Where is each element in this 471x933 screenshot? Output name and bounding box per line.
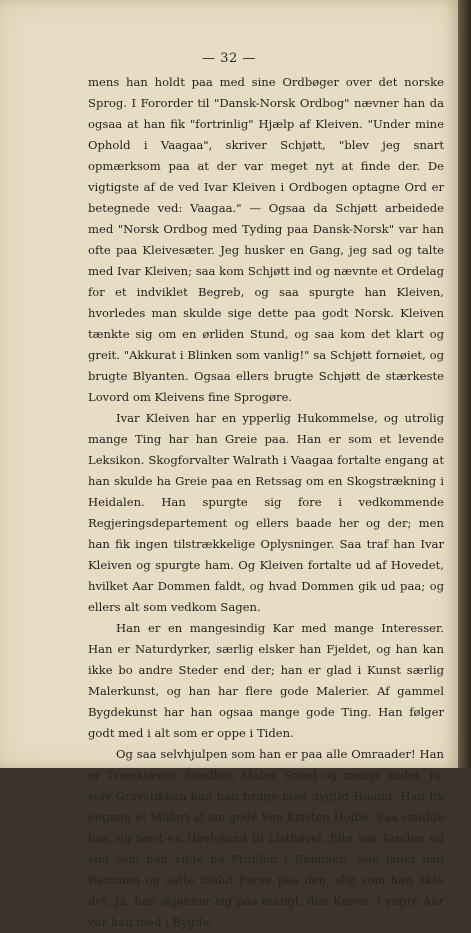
body-text (88, 72, 444, 933)
paragraph-2: Ivar Kleiven har en ypperlig Hukommelse, og utrolig mange Ting har han Greie paa. Han er som et levende Leksikon. Skogforvalter Walrath i Vaagaa fortalte engang at han skulde ha Greie paa en Retssag om en Skogstrækning i Heidalen. Han spurgte sig fore i vedkommende Regjeringsdepartement og ellers baade her og der; men han fik ingen tilstrækkelige Oplysninger. Saa traf han Ivar Kleiven og spurgte ham. Og Kleiven fortalte ud af Hovedet, hvilket Aar Dommen faldt, og hvad Dommen gik ud paa; og ellers alt som vedkom Sagen. (88, 411, 444, 614)
page-number: — 32 — (202, 51, 256, 66)
paragraph-4: Og saa selvhjulpen som han er paa alle Omraader! Han er Træskjærer, Snedker, Maler, Smed og mangt andet. Ja, selv Gravstikken kan han bruge med dygtig Haand. Han fik engang et Maleri af sin gode Ven Kristen Holbø. Saa smidde han sig først en Høvletand til Listhøvel, filte saa Tanden ud slig som han vilde ha Profilen i Rammen. Saa laget han Rammen og satte tilslut Farve paa den, slig som han likte det. Ja, han skjønner sig paa mangt, den Karen. I yngre Aar var han med i Bygde- (88, 747, 444, 929)
paragraph-1: mens han holdt paa med sine Ordbøger over det norske Sprog. I Fororder til "Dansk-Norsk Ordbog" nævner han da ogsaa at han fik "fortrinlig" Hjælp af Kleiven. "Under mine Ophold i Vaagaa", skriver Schjøtt, "blev jeg snart opmærksom paa at der var meget nyt at finde der. De vigtigste af de ved Ivar Kleiven i Ordbogen optagne Ord er betegnede ved: Vaagaa." — Ogsaa da Schjøtt arbeidede med "Norsk Ordbog med Tyding paa Dansk-Norsk" var han ofte paa Kleivesæter. Jeg husker en Gang, jeg sad og talte med Ivar Kleiven; saa kom Schjøtt ind og nævnte et Ordelag for et indviklet Begreb, og saa spurgte han Kleiven, hvorledes man skulde sige dette paa godt Norsk. Kleiven tænkte sig om en ørliden Stund, og saa kom det klart og greit. "Akkurat i Blinken som vanlig!" sa Schjøtt fornøiet, og brugte Blyanten. Ogsaa ellers brugte Schjøtt de stærkeste Lovord om Kleivens fine Sprogøre. (88, 75, 444, 404)
paragraph-3: Han er en mangesindig Kar med mange Interesser. Han er Naturdyrker, særlig elsker han Fjeldet, og han kan ikke bo andre Steder end der; han er glad i Kunst særlig Malerkunst, og han har flere gode Malerier. Af gammel Bygdekunst har han ogsaa mange gode Ting. Han følger godt med i alt som er oppe i Tiden. (88, 621, 444, 740)
book-spine-shadow (458, 0, 471, 768)
